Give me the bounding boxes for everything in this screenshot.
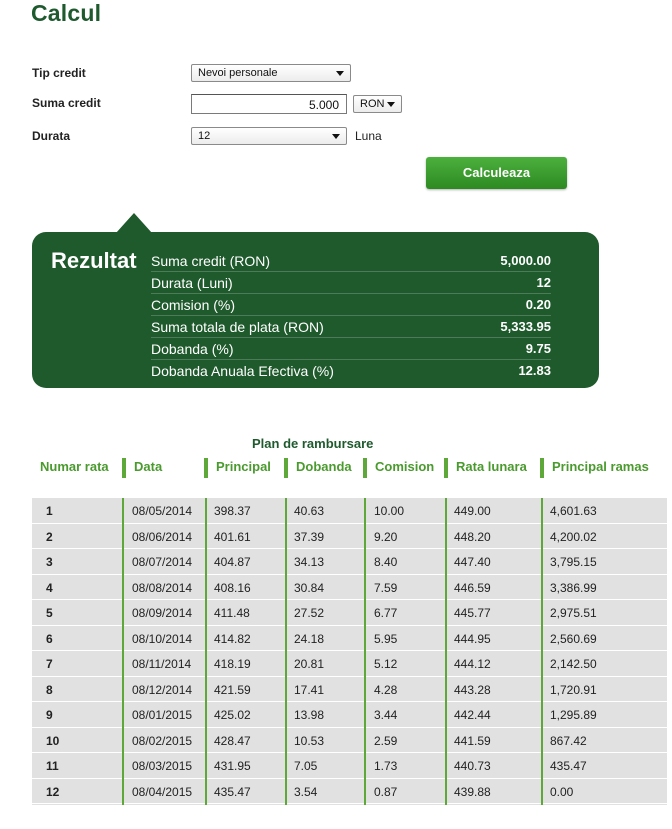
table-cell: 5 [46, 606, 53, 620]
table-cell: 446.59 [454, 580, 491, 595]
suma-credit-label: Suma credit [32, 96, 101, 110]
table-row [32, 524, 667, 550]
result-value: 12 [536, 275, 551, 290]
table-cell: 08/07/2014 [132, 555, 193, 569]
table-cell: 3.54 [294, 784, 318, 799]
table-cell: 4,200.02 [550, 529, 597, 544]
table-cell: 439.88 [454, 784, 491, 799]
table-cell: 08/08/2014 [132, 580, 193, 595]
column-divider [444, 458, 448, 478]
result-value: 5,333.95 [500, 319, 551, 334]
table-cell: 435.47 [214, 784, 251, 799]
table-cell: 425.02 [214, 708, 251, 722]
table-cell: 5.95 [374, 631, 398, 646]
table-row [32, 498, 667, 524]
table-cell: 867.42 [550, 733, 587, 748]
column-divider [284, 458, 288, 478]
column-header: Comision [375, 459, 435, 474]
table-cell: 20.81 [294, 657, 325, 671]
table-row [32, 728, 667, 754]
result-row [151, 272, 551, 294]
table-cell: 445.77 [454, 606, 491, 620]
durata-select[interactable] [191, 127, 347, 145]
table-cell: 10 [46, 733, 60, 748]
table-row [32, 651, 667, 677]
column-header: Rata lunara [456, 459, 527, 474]
column-divider [205, 498, 207, 805]
result-label: Dobanda Anuala Efectiva (%) [151, 363, 334, 379]
column-divider [122, 498, 124, 805]
table-cell: 40.63 [294, 504, 325, 518]
table-cell: 4,601.63 [550, 504, 597, 518]
table-cell: 08/02/2015 [132, 733, 193, 748]
durata-unit: Luna [355, 129, 382, 143]
table-row [32, 575, 667, 601]
table-cell: 408.16 [214, 580, 251, 595]
tip-credit-value: Nevoi personale [198, 67, 278, 79]
result-label: Suma credit (RON) [151, 253, 271, 269]
table-row [32, 677, 667, 703]
table-cell: 9 [46, 708, 53, 722]
table-cell: 17.41 [294, 682, 325, 697]
column-divider [363, 458, 367, 478]
result-title: Rezultat [51, 248, 137, 273]
result-label: Comision (%) [151, 297, 236, 313]
calculeaza-button[interactable]: Calculeaza [426, 157, 567, 189]
table-cell: 30.84 [294, 580, 325, 595]
table-cell: 444.95 [454, 631, 491, 646]
chevron-down-icon [336, 71, 344, 76]
table-cell: 12 [46, 784, 60, 799]
table-cell: 08/04/2015 [132, 784, 193, 799]
table-cell: 0.00 [550, 784, 574, 799]
table-cell: 6 [46, 631, 53, 646]
table-cell: 1,295.89 [550, 708, 597, 722]
tip-credit-select[interactable] [191, 64, 351, 82]
column-header: Data [134, 459, 163, 474]
table-row [32, 779, 667, 805]
table-cell: 08/03/2015 [132, 759, 193, 773]
table-cell: 5.12 [374, 657, 398, 671]
column-header: Dobanda [296, 459, 352, 474]
table-cell: 435.47 [550, 759, 587, 773]
table-cell: 2.59 [374, 733, 398, 748]
table-cell: 08/06/2014 [132, 529, 193, 544]
table-cell: 11 [46, 759, 59, 773]
table-cell: 414.82 [214, 631, 251, 646]
table-row [32, 626, 667, 652]
table-cell: 2,560.69 [550, 631, 597, 646]
table-cell: 7.59 [374, 580, 398, 595]
table-cell: 8.40 [374, 555, 398, 569]
table-cell: 431.95 [214, 759, 251, 773]
result-value: 0.20 [525, 297, 551, 312]
chevron-down-icon [387, 102, 395, 107]
table-cell: 3,386.99 [550, 580, 597, 595]
table-cell: 08/12/2014 [132, 682, 193, 697]
result-row [151, 360, 551, 382]
table-cell: 8 [46, 682, 53, 697]
result-label: Dobanda (%) [151, 341, 234, 357]
table-cell: 27.52 [294, 606, 325, 620]
tip-credit-label: Tip credit [32, 66, 86, 80]
durata-label: Durata [32, 129, 71, 143]
column-header: Numar rata [40, 459, 109, 474]
table-cell: 9.20 [374, 529, 398, 544]
table-cell: 10.53 [294, 733, 325, 748]
table-cell: 2,142.50 [550, 657, 597, 671]
column-divider [445, 498, 447, 805]
column-divider [364, 498, 366, 805]
table-cell: 2,975.51 [550, 606, 597, 620]
result-value: 5,000.00 [500, 253, 551, 268]
table-cell: 3 [46, 555, 53, 569]
table-cell: 442.44 [454, 708, 491, 722]
result-row [151, 294, 551, 316]
table-row [32, 600, 667, 626]
table-cell: 6.77 [374, 606, 398, 620]
table-cell: 0.87 [374, 784, 398, 799]
table-cell: 24.18 [294, 631, 325, 646]
table-cell: 447.40 [454, 555, 491, 569]
table-cell: 1 [46, 504, 53, 518]
chevron-down-icon [332, 134, 340, 139]
table-cell: 1.73 [374, 759, 398, 773]
column-divider [204, 458, 208, 478]
table-cell: 404.87 [214, 555, 251, 569]
table-cell: 2 [46, 529, 53, 544]
column-divider [285, 498, 287, 805]
table-row [32, 753, 667, 779]
column-divider [541, 498, 543, 805]
result-label: Suma totala de plata (RON) [151, 319, 324, 335]
page-title: Calcul [31, 0, 102, 26]
result-row [151, 338, 551, 360]
table-cell: 13.98 [294, 708, 325, 722]
result-label: Durata (Luni) [151, 275, 233, 291]
column-divider [122, 458, 126, 478]
table-cell: 10.00 [374, 504, 405, 518]
table-cell: 421.59 [214, 682, 251, 697]
table-cell: 443.28 [454, 682, 491, 697]
table-cell: 08/01/2015 [132, 708, 193, 722]
column-header: Principal ramas [552, 459, 649, 474]
plan-title: Plan de rambursare [252, 436, 374, 451]
table-row [32, 702, 667, 728]
table-cell: 448.20 [454, 529, 491, 544]
table-cell: 37.39 [294, 529, 325, 544]
currency-select[interactable] [353, 95, 402, 113]
table-cell: 3.44 [374, 708, 398, 722]
table-cell: 428.47 [214, 733, 251, 748]
table-cell: 08/09/2014 [132, 606, 193, 620]
result-notch [116, 213, 152, 233]
table-cell: 401.61 [214, 529, 251, 544]
table-cell: 7 [46, 657, 53, 671]
table-cell: 441.59 [454, 733, 491, 748]
table-cell: 4.28 [374, 682, 398, 697]
table-cell: 34.13 [294, 555, 325, 569]
durata-value: 12 [198, 130, 211, 142]
table-cell: 4 [46, 580, 53, 595]
table-cell: 7.05 [294, 759, 318, 773]
currency-value: RON [360, 98, 385, 110]
table-cell: 1,720.91 [550, 682, 597, 697]
table-cell: 418.19 [214, 657, 251, 671]
column-divider [540, 458, 544, 478]
table-cell: 449.00 [454, 504, 491, 518]
table-cell: 398.37 [214, 504, 251, 518]
table-cell: 3,795.15 [550, 555, 597, 569]
column-header: Principal [216, 459, 271, 474]
table-cell: 08/11/2014 [132, 657, 192, 671]
suma-credit-input[interactable]: 5.000 [191, 94, 347, 114]
table-row [32, 549, 667, 575]
table-cell: 444.12 [454, 657, 491, 671]
result-row [151, 316, 551, 338]
table-cell: 08/10/2014 [132, 631, 193, 646]
table-cell: 440.73 [454, 759, 491, 773]
result-value: 9.75 [525, 341, 551, 356]
table-cell: 08/05/2014 [132, 504, 193, 518]
result-row [151, 250, 551, 272]
result-value: 12.83 [518, 363, 551, 378]
table-cell: 411.48 [214, 606, 250, 620]
